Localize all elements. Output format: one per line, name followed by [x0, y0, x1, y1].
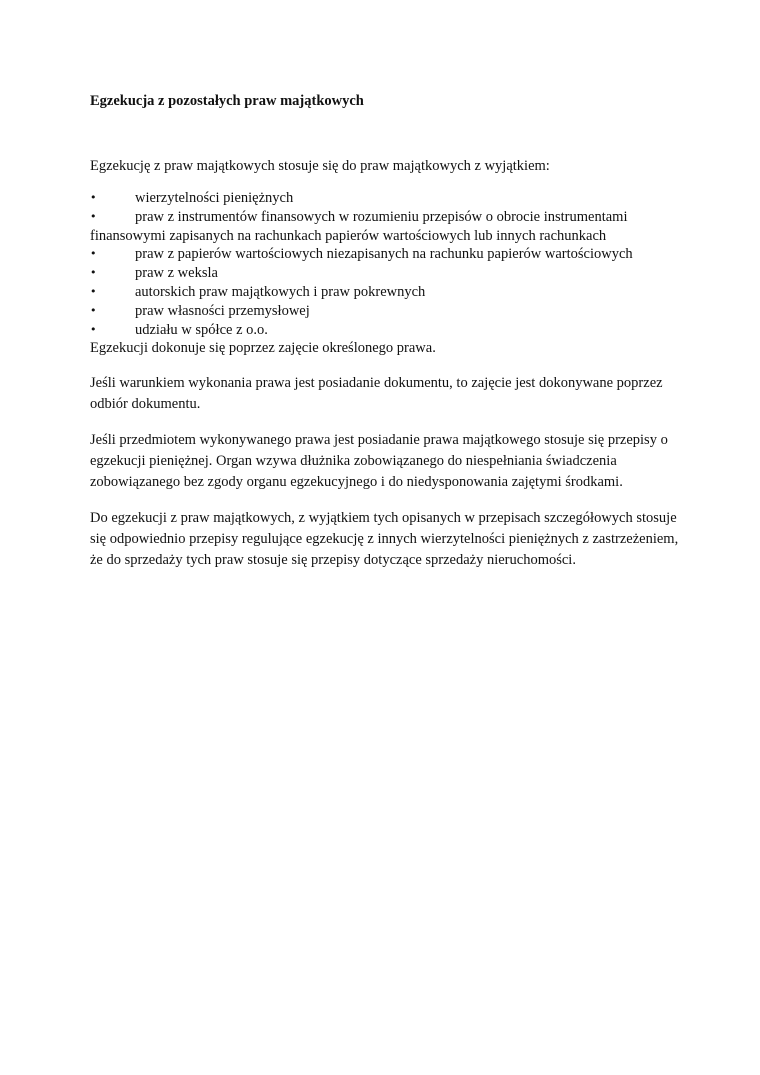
bullet-icon: •: [90, 247, 97, 261]
bullet-icon: •: [90, 191, 97, 204]
document-title: Egzekucja z pozostałych praw majątkowych: [90, 93, 364, 109]
list-item-text: praw z papierów wartościowych niezapisanych na rachunku papierów wartościowych: [135, 246, 633, 263]
list-item: [90, 264, 680, 283]
list-item-text: udziału w spółce z o.o.: [135, 321, 268, 338]
seizure-paragraph: Egzekucji dokonuje się poprzez zajęcie określonego prawa.: [90, 340, 436, 357]
bullet-icon: •: [90, 284, 97, 298]
list-item: [90, 245, 680, 264]
bullet-icon: •: [90, 303, 97, 317]
list-item: [90, 321, 680, 340]
list-item-text: praw z instrumentów finansowych w rozumieniu przepisów o obrocie instrumentami finansowymi zapisanych na rachunkach papierów wartościowych lub innych rachunkach: [90, 208, 628, 244]
list-item: [90, 283, 680, 302]
list-item-text: wierzytelności pieniężnych: [135, 190, 294, 206]
list-item-text: autorskich praw majątkowych i praw pokrewnych: [135, 283, 426, 300]
exceptions-list: [90, 189, 680, 339]
list-item: [90, 189, 680, 208]
body-paragraph: Jeśli warunkiem wykonania prawa jest posiadanie dokumentu, to zajęcie jest dokonywane poprzez odbiór dokumentu.: [90, 375, 663, 413]
bullet-icon: •: [90, 322, 97, 336]
intro-paragraph: Egzekucję z praw majątkowych stosuje się do praw majątkowych z wyjątkiem:: [90, 158, 550, 174]
body-paragraph: Do egzekucji z praw majątkowych, z wyjątkiem tych opisanych w przepisach szczegółowych stosuje się odpowiednio przepisy regulujące egzekucję z innych wierzytelności pieniężnych z zastrzeżeniem, że do sprzedaży tych praw stosuje się przepisy dotyczące sprzedaży nieruchomości.: [90, 510, 679, 569]
list-item: [90, 302, 680, 321]
bullet-icon: •: [90, 266, 97, 280]
list-item-text: praw własności przemysłowej: [135, 302, 310, 319]
body-paragraph: Jeśli przedmiotem wykonywanego prawa jest posiadanie prawa majątkowego stosuje się przepisy o egzekucji pieniężnej. Organ wzywa dłużnika zobowiązanego do niespełniania świadczenia zobowiązanego bez zgody organu egzekucyjnego i do niedysponowania zajętymi środkami.: [90, 432, 668, 491]
list-item-text: praw z weksla: [135, 265, 218, 282]
bullet-icon: •: [90, 209, 97, 223]
list-item: [90, 208, 680, 246]
